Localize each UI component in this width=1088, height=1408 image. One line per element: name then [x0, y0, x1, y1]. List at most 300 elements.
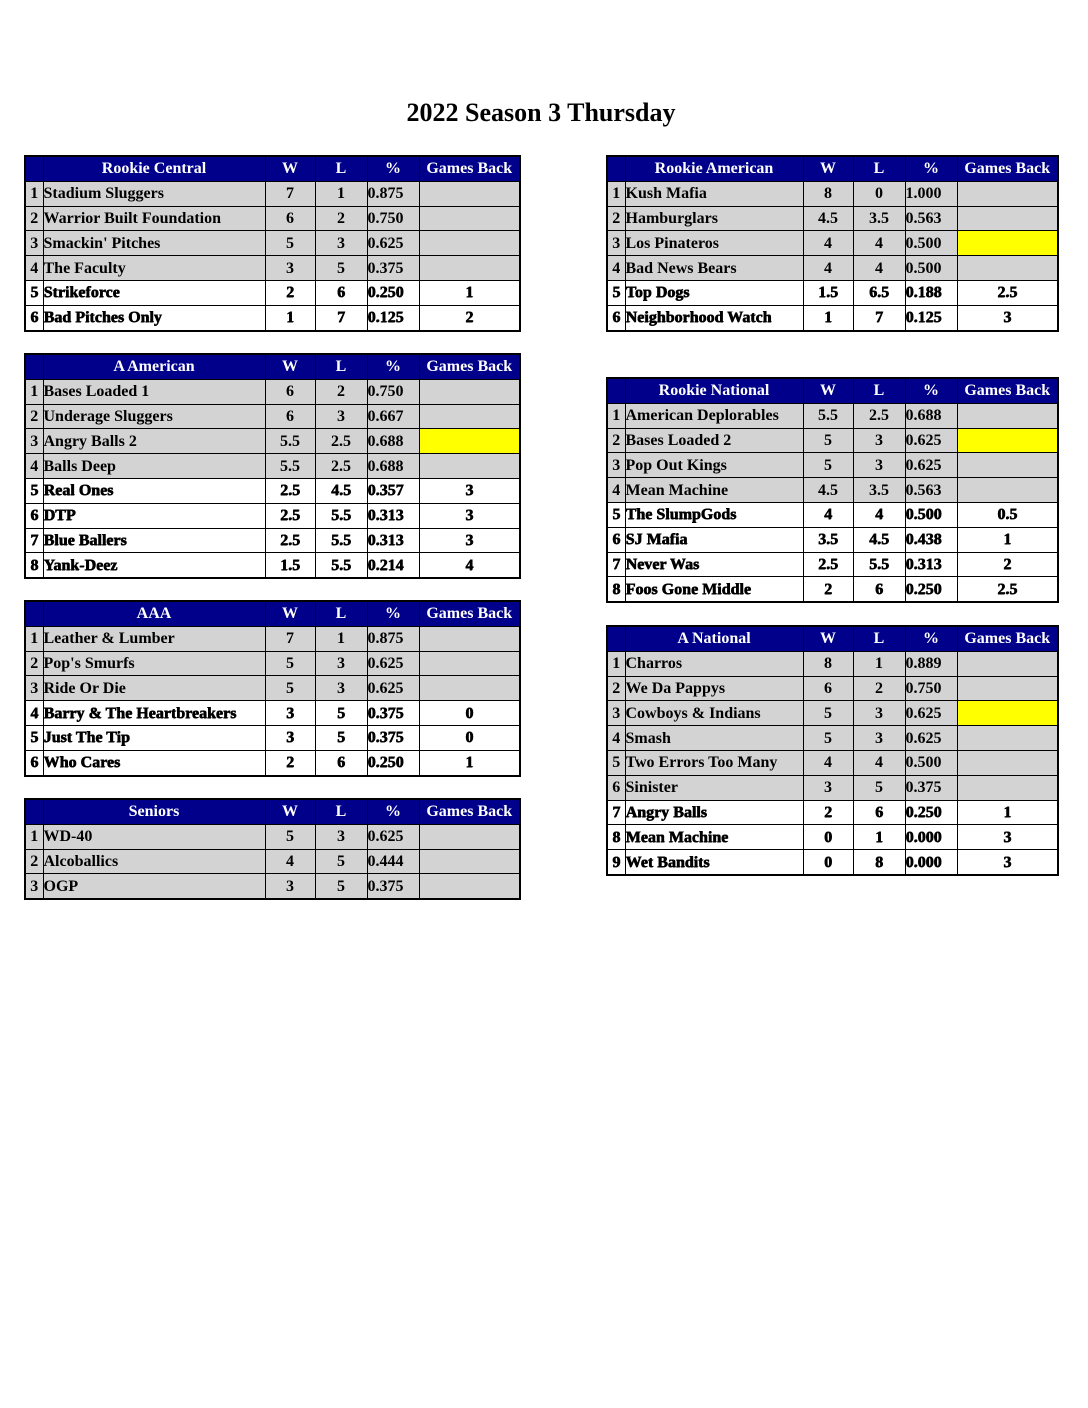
losses-cell: 3 [853, 453, 905, 478]
column-header-losses: L [315, 354, 367, 379]
team-name-cell: Who Cares [43, 750, 265, 775]
rank-cell: 9 [607, 850, 625, 875]
wins-cell: 4 [803, 231, 853, 256]
percent-cell: 0.688 [367, 429, 419, 454]
losses-cell: 2.5 [315, 454, 367, 479]
team-name-cell: Smackin' Pitches [43, 231, 265, 256]
losses-cell: 5 [315, 256, 367, 281]
table-row [25, 676, 520, 701]
losses-cell: 0 [853, 181, 905, 206]
table-row [607, 651, 1058, 676]
losses-cell: 6 [853, 577, 905, 602]
wins-cell: 5 [803, 428, 853, 453]
column-header-losses: L [853, 378, 905, 403]
division-name: A National [625, 626, 803, 651]
losses-cell: 4.5 [853, 527, 905, 552]
team-name-cell: Stadium Sluggers [43, 181, 265, 206]
games-back-cell [419, 429, 520, 454]
table-row [25, 454, 520, 479]
percent-cell: 0.625 [905, 453, 957, 478]
percent-cell: 0.375 [367, 701, 419, 726]
percent-cell: 0.500 [905, 502, 957, 527]
team-name-cell: DTP [43, 503, 265, 528]
games-back-cell [419, 676, 520, 701]
table-header-row [25, 601, 520, 626]
games-back-cell [419, 404, 520, 429]
percent-cell: 0.688 [905, 403, 957, 428]
percent-cell: 0.125 [367, 305, 419, 330]
team-name-cell: Never Was [625, 552, 803, 577]
team-name-cell: Cowboys & Indians [625, 701, 803, 726]
team-name-cell: Hamburglars [625, 206, 803, 231]
wins-cell: 5 [265, 824, 315, 849]
losses-cell: 3.5 [853, 206, 905, 231]
percent-cell: 0.375 [367, 256, 419, 281]
games-back-cell: 0 [419, 725, 520, 750]
games-back-cell [419, 231, 520, 256]
standings-table-rookie-central [24, 155, 521, 332]
rank-cell: 1 [25, 824, 43, 849]
column-header-percent: % [905, 626, 957, 651]
losses-cell: 5.5 [315, 528, 367, 553]
team-name-cell: Warrior Built Foundation [43, 206, 265, 231]
wins-cell: 5 [265, 651, 315, 676]
wins-cell: 2 [265, 750, 315, 775]
rank-cell: 7 [607, 552, 625, 577]
losses-cell: 5 [315, 874, 367, 899]
percent-cell: 0.500 [905, 256, 957, 281]
standings-table-rookie-national [606, 377, 1059, 603]
losses-cell: 4.5 [315, 478, 367, 503]
table-row [607, 206, 1058, 231]
column-header-games-back: Games Back [419, 799, 520, 824]
losses-cell: 8 [853, 850, 905, 875]
team-name-cell: Top Dogs [625, 280, 803, 305]
wins-cell: 5 [265, 676, 315, 701]
losses-cell: 2 [853, 676, 905, 701]
losses-cell: 2.5 [853, 403, 905, 428]
wins-cell: 1 [265, 305, 315, 330]
team-name-cell: Bad Pitches Only [43, 305, 265, 330]
column-header-games-back: Games Back [957, 626, 1058, 651]
losses-cell: 3 [315, 824, 367, 849]
losses-cell: 5.5 [853, 552, 905, 577]
header-corner [607, 156, 625, 181]
team-name-cell: Balls Deep [43, 454, 265, 479]
column-header-games-back: Games Back [419, 354, 520, 379]
losses-cell: 4 [853, 502, 905, 527]
table-row [607, 256, 1058, 281]
wins-cell: 2.5 [265, 478, 315, 503]
rank-cell: 1 [25, 379, 43, 404]
games-back-cell: 3 [419, 478, 520, 503]
wins-cell: 5.5 [803, 403, 853, 428]
games-back-cell [957, 428, 1058, 453]
losses-cell: 2.5 [315, 429, 367, 454]
games-back-cell [957, 701, 1058, 726]
rank-cell: 7 [25, 528, 43, 553]
rank-cell: 2 [607, 676, 625, 701]
rank-cell: 2 [25, 206, 43, 231]
table-row [607, 726, 1058, 751]
column-header-wins: W [265, 354, 315, 379]
division-name: Rookie Central [43, 156, 265, 181]
column-header-losses: L [315, 601, 367, 626]
games-back-cell [957, 231, 1058, 256]
rank-cell: 6 [25, 750, 43, 775]
percent-cell: 0.500 [905, 750, 957, 775]
losses-cell: 6 [853, 800, 905, 825]
games-back-cell: 3 [419, 528, 520, 553]
losses-cell: 1 [853, 825, 905, 850]
percent-cell: 0.889 [905, 651, 957, 676]
team-name-cell: Pop's Smurfs [43, 651, 265, 676]
team-name-cell: Two Errors Too Many [625, 750, 803, 775]
table-row [25, 750, 520, 775]
games-back-cell: 1 [419, 750, 520, 775]
rank-cell: 3 [25, 429, 43, 454]
wins-cell: 4 [803, 256, 853, 281]
percent-cell: 0.500 [905, 231, 957, 256]
column-header-losses: L [853, 626, 905, 651]
percent-cell: 0.625 [905, 701, 957, 726]
team-name-cell: Real Ones [43, 478, 265, 503]
team-name-cell: Underage Sluggers [43, 404, 265, 429]
wins-cell: 4.5 [803, 206, 853, 231]
percent-cell: 0.125 [905, 305, 957, 330]
percent-cell: 0.250 [905, 800, 957, 825]
table-header-row [607, 378, 1058, 403]
wins-cell: 6 [265, 404, 315, 429]
losses-cell: 3 [315, 404, 367, 429]
wins-cell: 6 [265, 379, 315, 404]
games-back-cell [957, 453, 1058, 478]
wins-cell: 2 [803, 577, 853, 602]
percent-cell: 0.563 [905, 206, 957, 231]
team-name-cell: Yank-Deez [43, 553, 265, 578]
losses-cell: 6 [315, 280, 367, 305]
table-row [607, 428, 1058, 453]
rank-cell: 2 [607, 206, 625, 231]
team-name-cell: Wet Bandits [625, 850, 803, 875]
games-back-cell [419, 651, 520, 676]
column-header-wins: W [265, 601, 315, 626]
table-row [607, 701, 1058, 726]
rank-cell: 5 [607, 750, 625, 775]
header-corner [25, 799, 43, 824]
games-back-cell [957, 181, 1058, 206]
games-back-cell: 3 [957, 850, 1058, 875]
division-name: A American [43, 354, 265, 379]
table-row [607, 552, 1058, 577]
column-header-wins: W [803, 378, 853, 403]
table-row [607, 775, 1058, 800]
column-header-wins: W [803, 156, 853, 181]
team-name-cell: Bases Loaded 1 [43, 379, 265, 404]
losses-cell: 5 [315, 701, 367, 726]
header-corner [607, 626, 625, 651]
table-header-row [25, 354, 520, 379]
rank-cell: 5 [25, 725, 43, 750]
rank-cell: 6 [25, 503, 43, 528]
column-header-percent: % [367, 799, 419, 824]
team-name-cell: Smash [625, 726, 803, 751]
games-back-cell: 1 [957, 800, 1058, 825]
wins-cell: 2 [803, 800, 853, 825]
table-row [25, 725, 520, 750]
team-name-cell: Ride Or Die [43, 676, 265, 701]
games-back-cell: 0.5 [957, 502, 1058, 527]
wins-cell: 8 [803, 181, 853, 206]
wins-cell: 3 [265, 256, 315, 281]
table-row [607, 231, 1058, 256]
team-name-cell: Angry Balls [625, 800, 803, 825]
games-back-cell: 3 [957, 305, 1058, 330]
table-row [607, 750, 1058, 775]
losses-cell: 3 [315, 651, 367, 676]
rank-cell: 2 [25, 849, 43, 874]
losses-cell: 2 [315, 206, 367, 231]
percent-cell: 0.250 [367, 750, 419, 775]
games-back-cell [419, 206, 520, 231]
table-row [25, 404, 520, 429]
losses-cell: 6 [315, 750, 367, 775]
table-row [607, 577, 1058, 602]
losses-cell: 3 [315, 231, 367, 256]
wins-cell: 3.5 [803, 527, 853, 552]
rank-cell: 5 [25, 478, 43, 503]
wins-cell: 3 [265, 874, 315, 899]
table-row [25, 701, 520, 726]
rank-cell: 1 [607, 651, 625, 676]
table-row [607, 305, 1058, 330]
rank-cell: 5 [25, 280, 43, 305]
column-header-percent: % [367, 601, 419, 626]
table-row [607, 280, 1058, 305]
team-name-cell: American Deplorables [625, 403, 803, 428]
rank-cell: 8 [607, 577, 625, 602]
wins-cell: 3 [265, 725, 315, 750]
games-back-cell: 0 [419, 701, 520, 726]
standings-table-seniors [24, 798, 521, 900]
team-name-cell: Pop Out Kings [625, 453, 803, 478]
table-row [607, 181, 1058, 206]
percent-cell: 0.250 [367, 280, 419, 305]
rank-cell: 3 [607, 453, 625, 478]
percent-cell: 0.375 [367, 725, 419, 750]
rank-cell: 3 [25, 874, 43, 899]
losses-cell: 1 [315, 626, 367, 651]
games-back-cell [957, 256, 1058, 281]
games-back-cell: 3 [419, 503, 520, 528]
table-row [607, 403, 1058, 428]
losses-cell: 3.5 [853, 478, 905, 503]
table-row [25, 503, 520, 528]
games-back-cell: 2.5 [957, 577, 1058, 602]
games-back-cell [957, 775, 1058, 800]
percent-cell: 0.625 [367, 651, 419, 676]
losses-cell: 3 [853, 428, 905, 453]
division-name: Seniors [43, 799, 265, 824]
rank-cell: 5 [607, 280, 625, 305]
table-row [25, 478, 520, 503]
percent-cell: 0.625 [905, 428, 957, 453]
wins-cell: 5 [803, 726, 853, 751]
losses-cell: 4 [853, 256, 905, 281]
losses-cell: 5 [315, 725, 367, 750]
team-name-cell: Kush Mafia [625, 181, 803, 206]
games-back-cell [419, 626, 520, 651]
percent-cell: 0.313 [367, 503, 419, 528]
games-back-cell: 1 [419, 280, 520, 305]
losses-cell: 5 [315, 849, 367, 874]
wins-cell: 0 [803, 850, 853, 875]
table-row [25, 651, 520, 676]
team-name-cell: The SlumpGods [625, 502, 803, 527]
wins-cell: 7 [265, 181, 315, 206]
losses-cell: 6.5 [853, 280, 905, 305]
table-row [25, 528, 520, 553]
team-name-cell: Bad News Bears [625, 256, 803, 281]
wins-cell: 5.5 [265, 454, 315, 479]
column-header-percent: % [367, 354, 419, 379]
table-header-row [607, 626, 1058, 651]
losses-cell: 1 [315, 181, 367, 206]
wins-cell: 1.5 [265, 553, 315, 578]
games-back-cell [957, 651, 1058, 676]
table-row [607, 850, 1058, 875]
rank-cell: 5 [607, 502, 625, 527]
percent-cell: 0.625 [367, 824, 419, 849]
table-row [25, 874, 520, 899]
percent-cell: 0.000 [905, 825, 957, 850]
rank-cell: 1 [25, 626, 43, 651]
table-row [25, 206, 520, 231]
wins-cell: 6 [265, 206, 315, 231]
percent-cell: 0.188 [905, 280, 957, 305]
header-corner [25, 354, 43, 379]
wins-cell: 0 [803, 825, 853, 850]
table-row [607, 527, 1058, 552]
rank-cell: 3 [25, 231, 43, 256]
percent-cell: 0.563 [905, 478, 957, 503]
table-row [25, 231, 520, 256]
wins-cell: 5 [265, 231, 315, 256]
table-row [25, 379, 520, 404]
losses-cell: 3 [853, 701, 905, 726]
percent-cell: 0.625 [367, 231, 419, 256]
percent-cell: 0.688 [367, 454, 419, 479]
percent-cell: 0.250 [905, 577, 957, 602]
team-name-cell: Mean Machine [625, 478, 803, 503]
wins-cell: 2.5 [803, 552, 853, 577]
team-name-cell: Los Pinateros [625, 231, 803, 256]
rank-cell: 6 [607, 305, 625, 330]
column-header-percent: % [905, 156, 957, 181]
games-back-cell [957, 726, 1058, 751]
losses-cell: 4 [853, 231, 905, 256]
standings-table-rookie-american [606, 155, 1059, 332]
table-row [607, 800, 1058, 825]
table-row [25, 553, 520, 578]
wins-cell: 2.5 [265, 528, 315, 553]
wins-cell: 4 [265, 849, 315, 874]
games-back-cell: 3 [957, 825, 1058, 850]
table-row [25, 305, 520, 330]
wins-cell: 5 [803, 453, 853, 478]
wins-cell: 7 [265, 626, 315, 651]
rank-cell: 8 [25, 553, 43, 578]
percent-cell: 0.357 [367, 478, 419, 503]
games-back-cell [419, 181, 520, 206]
rank-cell: 7 [607, 800, 625, 825]
percent-cell: 0.214 [367, 553, 419, 578]
rank-cell: 6 [607, 775, 625, 800]
page-title: 2022 Season 3 Thursday [406, 98, 676, 127]
losses-cell: 7 [315, 305, 367, 330]
percent-cell: 0.375 [905, 775, 957, 800]
team-name-cell: We Da Pappys [625, 676, 803, 701]
column-header-games-back: Games Back [419, 601, 520, 626]
wins-cell: 4 [803, 750, 853, 775]
wins-cell: 1 [803, 305, 853, 330]
percent-cell: 0.625 [905, 726, 957, 751]
percent-cell: 1.000 [905, 181, 957, 206]
table-row [607, 825, 1058, 850]
team-name-cell: Charros [625, 651, 803, 676]
games-back-cell [957, 750, 1058, 775]
column-header-wins: W [265, 156, 315, 181]
team-name-cell: SJ Mafia [625, 527, 803, 552]
wins-cell: 6 [803, 676, 853, 701]
losses-cell: 4 [853, 750, 905, 775]
rank-cell: 3 [607, 231, 625, 256]
table-header-row [25, 799, 520, 824]
percent-cell: 0.750 [367, 379, 419, 404]
losses-cell: 3 [315, 676, 367, 701]
team-name-cell: Foos Gone Middle [625, 577, 803, 602]
team-name-cell: Strikeforce [43, 280, 265, 305]
games-back-cell [419, 454, 520, 479]
wins-cell: 3 [803, 775, 853, 800]
games-back-cell [419, 824, 520, 849]
games-back-cell [419, 874, 520, 899]
header-corner [25, 156, 43, 181]
column-header-losses: L [315, 156, 367, 181]
table-row [607, 676, 1058, 701]
rank-cell: 4 [25, 256, 43, 281]
wins-cell: 4 [803, 502, 853, 527]
team-name-cell: Barry & The Heartbreakers [43, 701, 265, 726]
rank-cell: 2 [25, 404, 43, 429]
percent-cell: 0.667 [367, 404, 419, 429]
percent-cell: 0.000 [905, 850, 957, 875]
wins-cell: 3 [265, 701, 315, 726]
division-name: Rookie National [625, 378, 803, 403]
wins-cell: 2.5 [265, 503, 315, 528]
games-back-cell [957, 206, 1058, 231]
rank-cell: 3 [607, 701, 625, 726]
column-header-percent: % [367, 156, 419, 181]
rank-cell: 2 [607, 428, 625, 453]
table-row [25, 849, 520, 874]
games-back-cell [957, 403, 1058, 428]
wins-cell: 1.5 [803, 280, 853, 305]
team-name-cell: Neighborhood Watch [625, 305, 803, 330]
percent-cell: 0.313 [367, 528, 419, 553]
column-header-wins: W [265, 799, 315, 824]
team-name-cell: Sinister [625, 775, 803, 800]
